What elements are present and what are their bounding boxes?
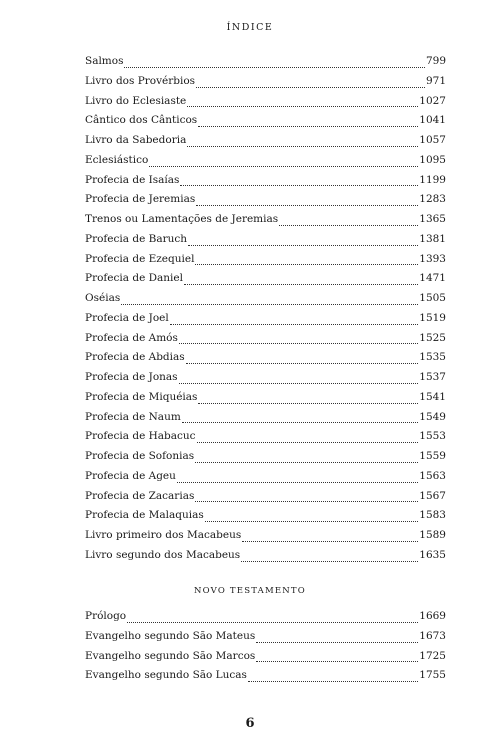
dot-leader: [180, 185, 418, 186]
toc-entry-page: 1537: [419, 371, 446, 383]
toc-entry: [85, 627, 446, 647]
toc-entry: [85, 151, 446, 171]
toc-entry: [85, 526, 446, 546]
dot-leader: [197, 442, 419, 443]
toc-entry: [85, 546, 446, 566]
toc-entry: [85, 72, 446, 92]
toc-entry: [85, 289, 446, 309]
dot-leader: [205, 521, 419, 522]
toc-entry-title: Profecia de Miquéias: [85, 390, 198, 403]
dot-leader: [182, 422, 418, 423]
toc-entry-page: 1541: [419, 390, 446, 403]
dot-leader: [177, 482, 418, 483]
toc-entry-page: 1519: [419, 311, 446, 324]
dot-leader: [198, 403, 418, 404]
toc-entry-title: Livro dos Provérbios: [85, 74, 196, 87]
toc-entry-page: 1041: [419, 114, 446, 127]
toc-entry-page: 1583: [419, 509, 446, 522]
toc-entry-page: 1563: [419, 469, 446, 482]
toc-entry-title: Eclesiástico: [85, 153, 149, 166]
dot-leader: [179, 383, 419, 384]
toc-entry-page: 1669: [419, 610, 446, 622]
dot-leader: [196, 87, 425, 88]
toc-entry-title: Livro primeiro dos Macabeus: [85, 529, 242, 541]
toc-entry-page: 1673: [419, 629, 446, 642]
toc-entry-title: Cântico dos Cânticos: [85, 114, 198, 127]
toc-entry: [85, 368, 446, 388]
toc-entry-title: Profecia de Zacarias: [85, 489, 195, 502]
toc-entry-title: Livro do Eclesiaste: [85, 94, 187, 107]
toc-entry-page: 799: [425, 55, 446, 67]
dot-leader: [256, 642, 418, 643]
dot-leader: [127, 622, 418, 623]
dot-leader: [248, 681, 418, 682]
toc-entry-page: 1365: [419, 213, 446, 225]
toc-entry-page: 1589: [419, 529, 446, 541]
toc-entry: [85, 309, 446, 329]
toc-entry-title: Profecia de Habacuc: [85, 430, 196, 443]
toc-entry-title: Profecia de Isaías: [85, 173, 180, 186]
toc-entry: [85, 111, 446, 131]
toc-entry-title: Profecia de Naum: [85, 410, 181, 423]
dot-leader: [256, 661, 418, 662]
dot-leader: [121, 304, 418, 305]
toc-entry-title: Profecia de Daniel: [85, 272, 183, 285]
dot-leader: [195, 264, 418, 265]
page-header: ÍNDICE: [226, 22, 274, 33]
toc-entry-title: Profecia de Jeremias: [85, 193, 196, 206]
toc-entry-page: 1549: [419, 410, 446, 423]
dot-leader: [198, 126, 418, 127]
toc-entry-page: 1199: [419, 173, 446, 186]
toc-entry: [85, 666, 446, 686]
toc-entry-title: Evangelho segundo São Mateus: [85, 629, 256, 642]
toc-entry-title: Salmos: [85, 55, 124, 67]
toc-entry-page: 1381: [419, 232, 446, 245]
toc-entry-page: 1755: [419, 669, 446, 682]
toc-entry-title: Profecia de Malaquias: [85, 509, 204, 522]
page-number: 6: [245, 716, 255, 731]
toc-entry-title: Profecia de Ezequiel: [85, 252, 195, 265]
dot-leader: [187, 106, 418, 107]
toc-entry: [85, 388, 446, 408]
toc-entry-page: 1553: [419, 430, 446, 443]
toc-entry-title: Profecia de Baruch: [85, 232, 188, 245]
toc-entry-page: 1027: [419, 94, 446, 107]
toc-entry-title: Livro segundo dos Macabeus: [85, 548, 241, 561]
toc-entry-title: Livro da Sabedoria: [85, 134, 187, 146]
dot-leader: [241, 561, 418, 562]
dot-leader: [242, 541, 418, 542]
new-testament-heading: NOVO TESTAMENTO: [194, 586, 306, 596]
toc-entry: [85, 647, 446, 667]
toc-entry-page: 1471: [419, 272, 446, 285]
toc-entry-title: Evangelho segundo São Marcos: [85, 649, 256, 662]
toc-entry-title: Profecia de Abdias: [85, 351, 185, 364]
toc-entry-title: Profecia de Sofonias: [85, 450, 195, 462]
dot-leader: [149, 166, 418, 167]
toc-entry-title: Profecia de Amós: [85, 331, 178, 344]
toc-entry: [85, 92, 446, 112]
toc-entry-title: Evangelho segundo São Lucas: [85, 669, 247, 682]
toc-entry-title: Profecia de Jonas: [85, 371, 178, 383]
toc-entry-title: Oséias: [85, 292, 121, 304]
toc-entry: [85, 487, 446, 507]
dot-leader: [184, 284, 418, 285]
toc-entry: [85, 190, 446, 210]
toc-entry-page: 1057: [419, 134, 446, 146]
toc-entry: [85, 467, 446, 487]
toc-entry-title: Prólogo: [85, 610, 127, 622]
dot-leader: [186, 363, 419, 364]
toc-entry: [85, 506, 446, 526]
toc-entry: [85, 607, 446, 627]
toc-entry-page: 971: [425, 74, 446, 87]
dot-leader: [124, 67, 424, 68]
dot-leader: [170, 324, 419, 325]
toc-entry-page: 1283: [419, 193, 446, 206]
dot-leader: [187, 146, 418, 147]
toc-entry-page: 1567: [419, 489, 446, 502]
toc-entry: [85, 447, 446, 467]
toc-entry: [85, 230, 446, 250]
toc-entry-page: 1505: [419, 292, 446, 304]
toc-entry: [85, 269, 446, 289]
old-testament-toc: [85, 52, 446, 566]
toc-entry-title: Profecia de Ageu: [85, 469, 176, 482]
toc-entry: [85, 52, 446, 72]
new-testament-toc: [85, 607, 446, 686]
dot-leader: [188, 245, 418, 246]
toc-entry-page: 1635: [419, 548, 446, 561]
toc-entry-title: Profecia de Joel: [85, 311, 169, 324]
toc-entry: [85, 408, 446, 428]
dot-leader: [195, 462, 418, 463]
toc-entry: [85, 210, 446, 230]
toc-entry-page: 1393: [419, 252, 446, 265]
toc-entry-page: 1535: [419, 351, 446, 364]
toc-entry: [85, 348, 446, 368]
dot-leader: [279, 225, 418, 226]
toc-entry-page: 1525: [419, 331, 446, 344]
toc-entry-page: 1725: [419, 649, 446, 662]
dot-leader: [179, 343, 418, 344]
toc-entry: [85, 131, 446, 151]
toc-entry: [85, 171, 446, 191]
toc-entry: [85, 329, 446, 349]
dot-leader: [195, 501, 418, 502]
toc-entry-title: Trenos ou Lamentações de Jeremias: [85, 213, 279, 225]
toc-entry: [85, 250, 446, 270]
toc-entry: [85, 427, 446, 447]
toc-entry-page: 1559: [419, 450, 446, 462]
dot-leader: [196, 205, 418, 206]
toc-entry-page: 1095: [419, 153, 446, 166]
